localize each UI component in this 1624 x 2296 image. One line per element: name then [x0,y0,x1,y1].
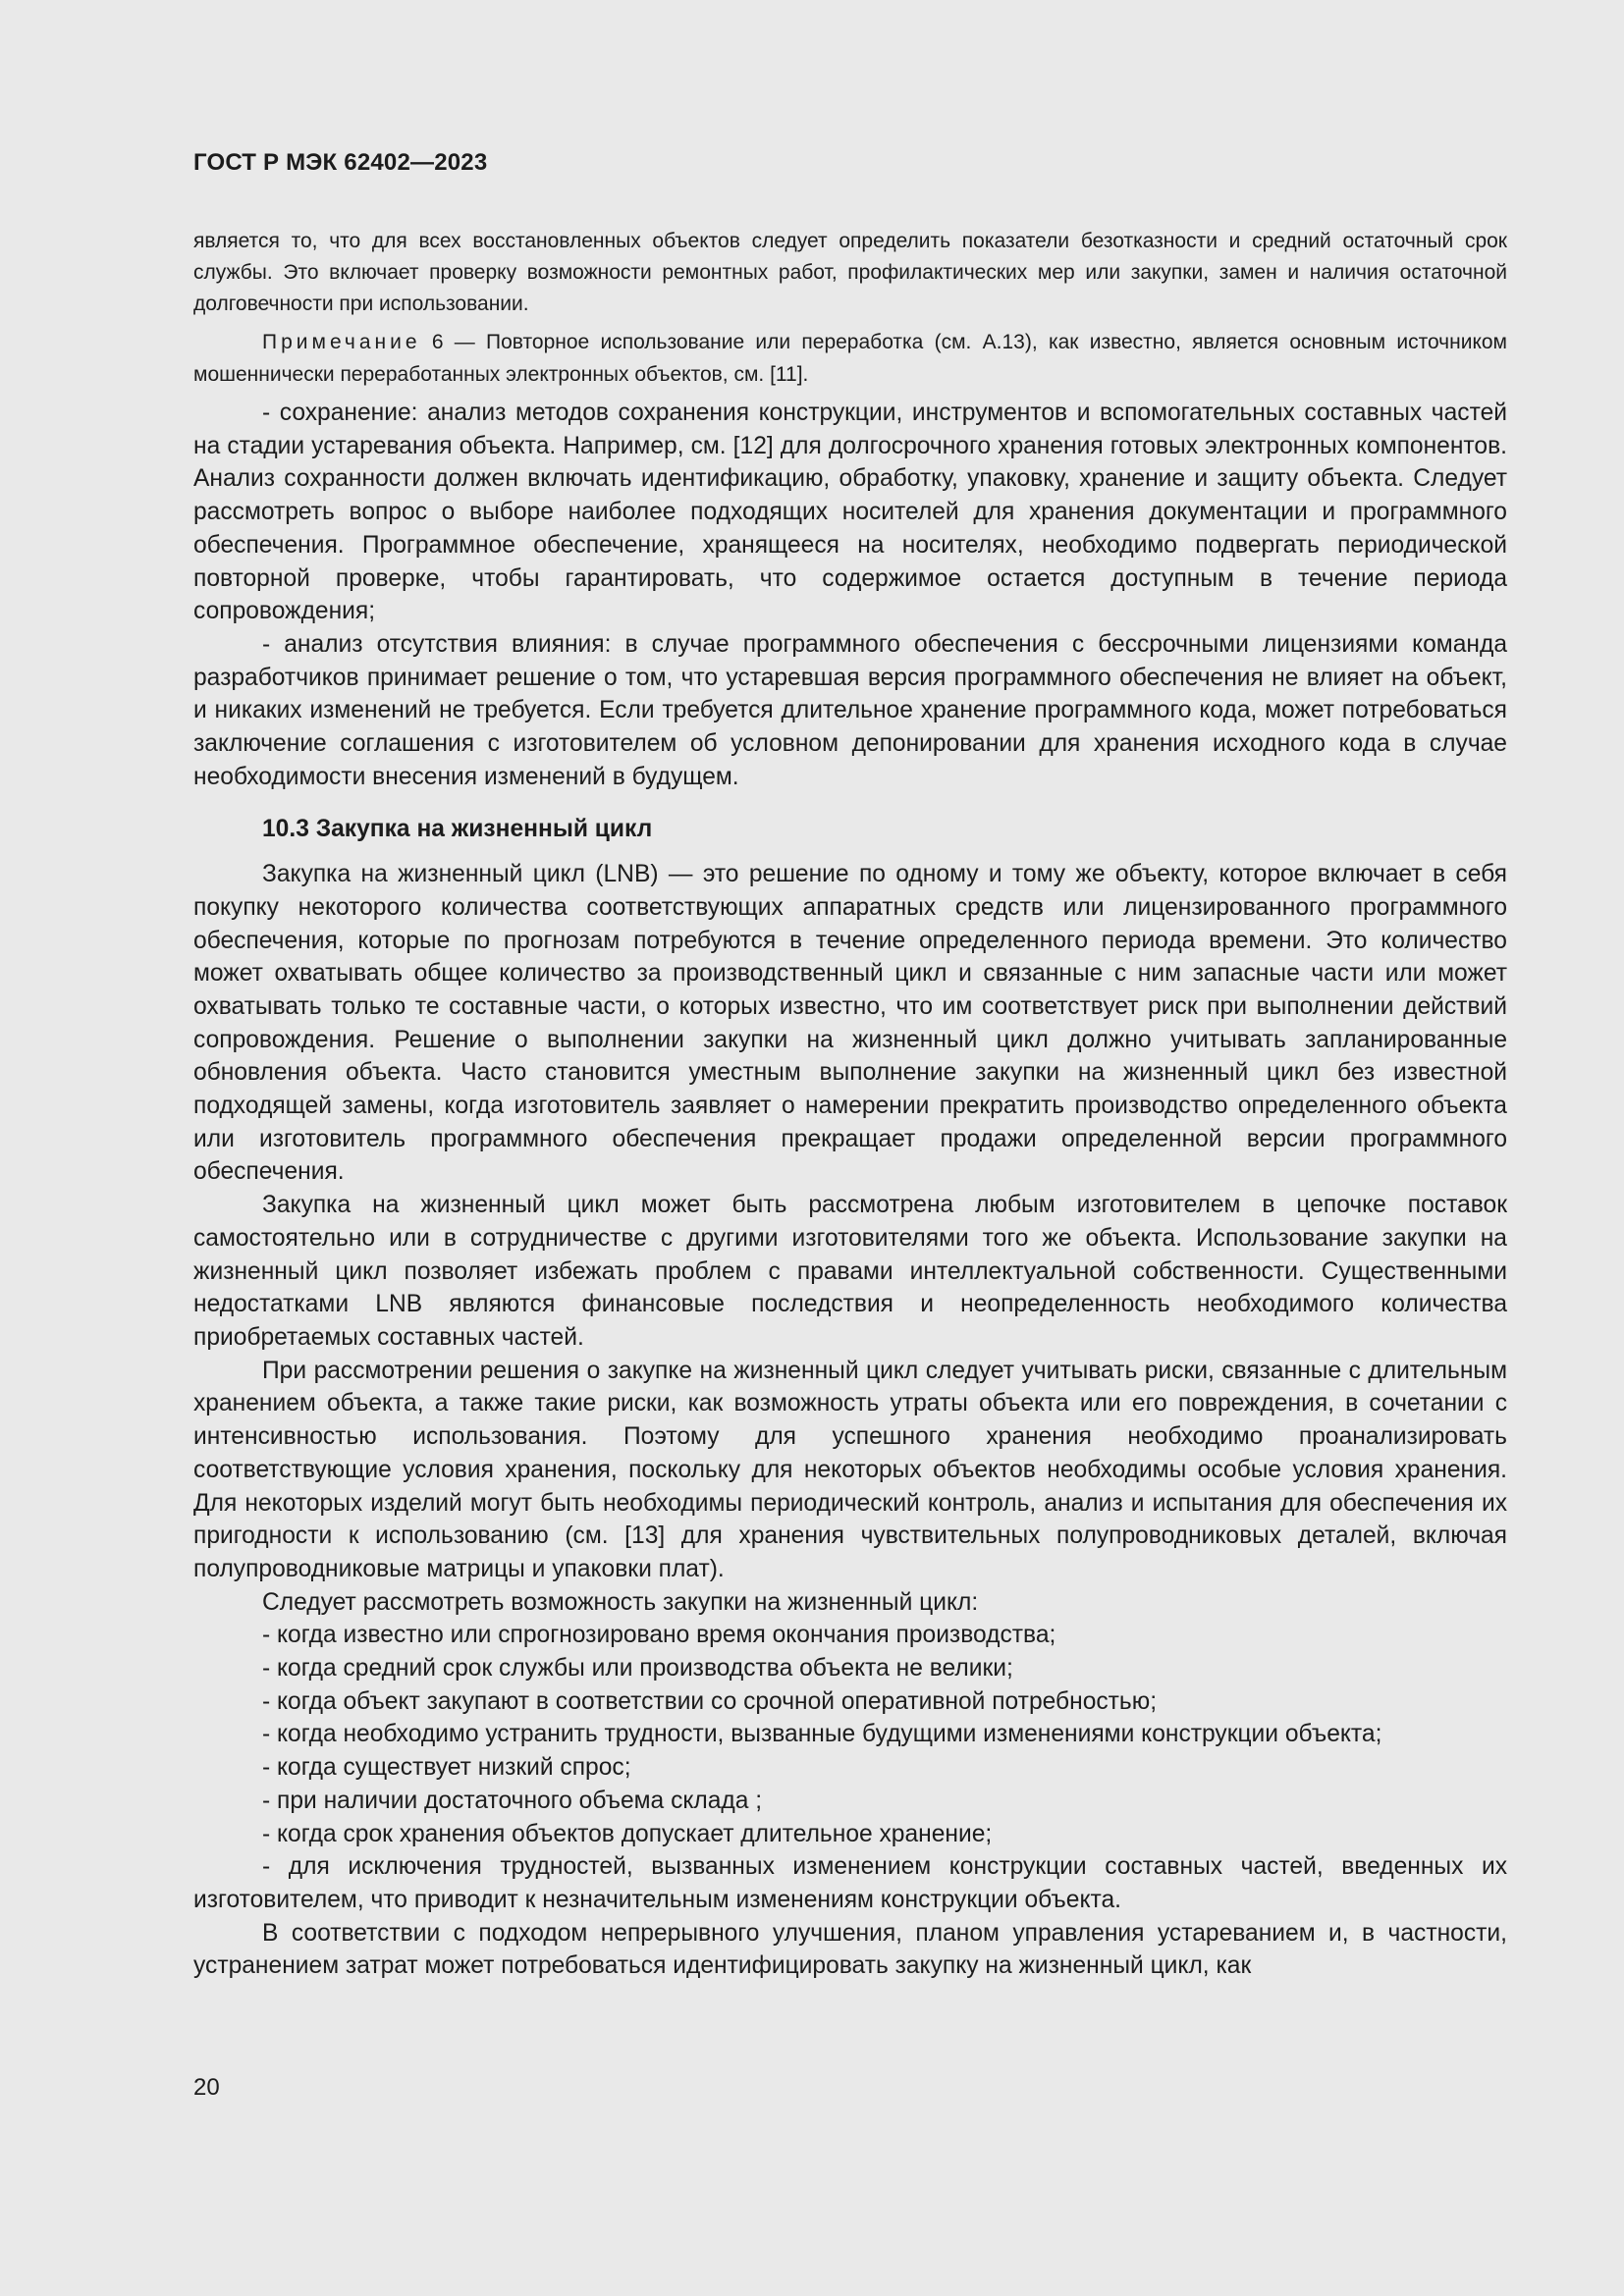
section-heading: 10.3 Закупка на жизненный цикл [262,816,653,843]
note-text: 6 — Повторное использование или переработка (см. А.13), как известно, является основным источником мошеннически переработанных электронных объектов, см. [11]. [193,331,1507,386]
list-item: - при наличии достаточного объема склада ; [262,1787,763,1814]
note-paragraph [193,326,1507,391]
page-content [193,226,1507,1983]
body-paragraph: Закупка на жизненный цикл может быть рассмотрена любым изготовителем в цепочке поставок самостоятельно или в сотрудничестве с другими изготовителями того же объекта. Использование закупки на жизненный цикл позволяет избежать проблем с правами интеллектуальной собственности. Существенными недостатками LNB являются финансовые последствия и неопределенность необходимого количества приобретаемых составных частей. [193,1192,1507,1351]
body-paragraph: При рассмотрении решения о закупке на жизненный цикл следует учитывать риски, связанные с длительным хранением объекта, а также такие риски, как возможность утраты объекта или его повреждения, в сочетании с интенсивностью использования. Поэтому для успешного хранения необходимо проанализировать соответствующие условия хранения, поскольку для некоторых объектов необходимы особые условия хранения. Для некоторых изделий могут быть необходимы периодический контроль, анализ и испытания для обеспечения их пригодности к использованию (см. [13] для хранения чувствительных полупроводниковых деталей, включая полупроводниковые матрицы и упаковки плат). [193,1357,1507,1582]
list-item: - когда известно или спрогнозировано время окончания производства; [262,1622,1056,1649]
document-header: ГОСТ Р МЭК 62402—2023 [193,149,488,176]
list-2 [193,1619,1507,1916]
list-item: - для исключения трудностей, вызванных изменением конструкции составных частей, введенных их изготовителем, что приводит к незначительным изменениям конструкции объекта. [193,1853,1507,1913]
list-item: - когда необходимо устранить трудности, вызванные будущими изменениями конструкции объекта; [262,1721,1382,1748]
list-item: - анализ отсутствия влияния: в случае программного обеспечения с бессрочными лицензиями команда разработчиков принимает решение о том, что устаревшая версия программного обеспечения не влияет на объект, и никаких изменений не требуется. Если требуется длительное хранение программного кода, может потребоваться заключение соглашения с изготовителем об условном депонировании для хранения исходного кода в случае необходимости внесения изменений в будущем. [193,630,1507,790]
list-item: - сохранение: анализ методов сохранения конструкции, инструментов и вспомогательных составных частей на стадии устаревания объекта. Например, см. [12] для долгосрочного хранения готовых электронных компонентов. Анализ сохранности должен включать идентификацию, обработку, упаковку, хранение и защиту объекта. Следует рассмотреть вопрос о выборе наиболее подходящих носителей для хранения документации и программного обеспечения. Программное обеспечение, хранящееся на носителях, необходимо подвергать периодической повторной проверке, чтобы гарантировать, что содержимое остается доступным в течение периода сопровождения; [193,400,1507,625]
list-item: - когда существует низкий спрос; [262,1754,631,1782]
body-paragraph: Следует рассмотреть возможность закупки на жизненный цикл: [262,1588,979,1616]
list-item: - когда объект закупают в соответствии со срочной оперативной потребностью; [262,1687,1158,1715]
list-1 [193,397,1507,793]
list-item: - когда средний срок службы или производства объекта не велики; [262,1655,1013,1682]
page-number: 20 [193,2074,220,2101]
note-label: Примечание [262,331,421,353]
body-paragraph: Закупка на жизненный цикл (LNB) — это решение по одному и тому же объекту, которое включает в себя покупку некоторого количества соответствующих аппаратных средств или лицензированного программного обеспечения, которые по прогнозам потребуются в течение определенного периода времени. Это количество может охватывать общее количество за производственный цикл и связанные с ним запасные части или может охватывать только те составные части, о которых известно, что им соответствует риск при выполнении действий сопровождения. Решение о выполнении закупки на жизненный цикл должно учитывать запланированные обновления объекта. Часто становится уместным выполнение закупки на жизненный цикл без известной подходящей замены, когда изготовитель заявляет о намерении прекратить производство определенного объекта или изготовитель программного обеспечения прекращает продажи определенной версии программного обеспечения. [193,861,1507,1186]
final-paragraph: В соответствии с подходом непрерывного улучшения, планом управления устареванием и, в частности, устранением затрат может потребоваться идентифицировать закупку на жизненный цикл, как [193,1919,1507,1980]
intro-paragraph: является то, что для всех восстановленных объектов следует определить показатели безотказности и средний остаточный срок службы. Это включает проверку возможности ремонтных работ, профилактических мер или закупки, замен и наличия остаточной долговечности при использовании. [193,230,1507,315]
list-item: - когда срок хранения объектов допускает длительное хранение; [262,1820,993,1847]
